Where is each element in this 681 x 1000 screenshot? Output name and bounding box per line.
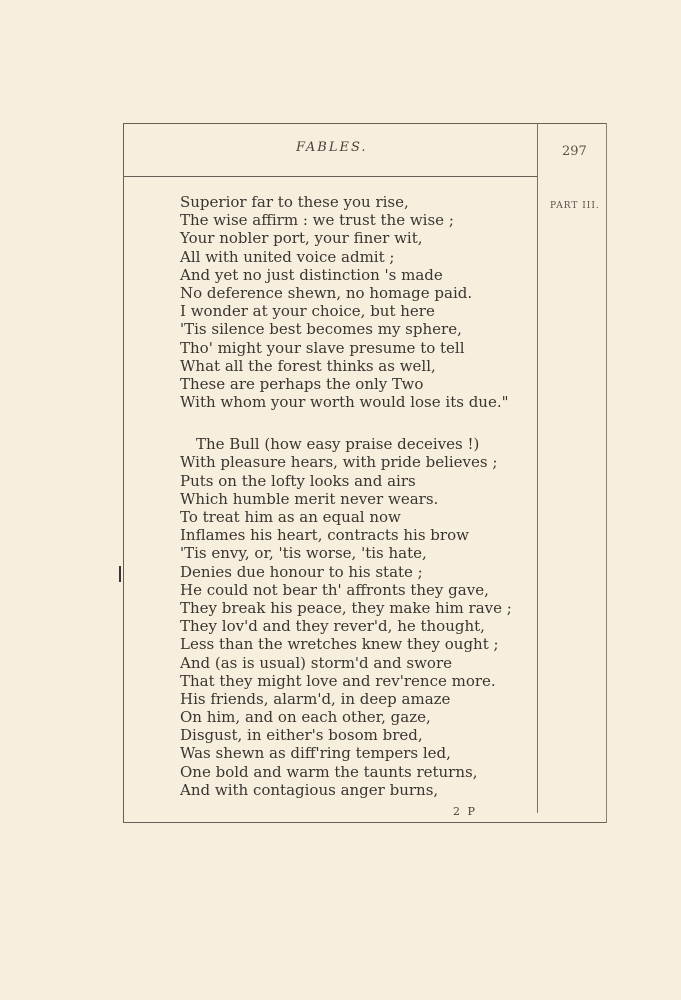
poem-line: These are perhaps the only Two [180, 374, 424, 393]
poem-line: Puts on the lofty looks and airs [180, 471, 416, 490]
running-head: FABLES. [296, 140, 368, 155]
frame-left-rule [123, 123, 124, 823]
poem-line: He could not bear th' affronts they gave, [180, 580, 489, 599]
poem-line: The wise affirm : we trust the wise ; [180, 211, 454, 230]
poem-line: And (as is usual) storm'd and swore [180, 653, 452, 672]
stanza-1 [180, 193, 512, 411]
poem-line: 'Tis envy, or, 'tis worse, 'tis hate, [180, 544, 427, 563]
page-number: 297 [562, 144, 587, 159]
poem-line: They lov'd and they rever'd, he thought, [180, 617, 485, 636]
margin-tick-mark [119, 566, 121, 582]
poem-line: Was shewn as diff'ring tempers led, [180, 744, 451, 763]
poem-line: With pleasure hears, with pride believes ; [180, 453, 498, 472]
poem-line: Which humble merit never wears. [180, 489, 439, 508]
poem-line: One bold and warm the taunts returns, [180, 762, 478, 781]
poem-line: Less than the wretches knew they ought ; [180, 635, 499, 654]
poem-line: Denies due honour to his state ; [180, 562, 423, 581]
poem-line: They break his peace, they make him rave ; [180, 598, 512, 617]
poem-line: Disgust, in either's bosom bred, [180, 726, 423, 745]
poem-line: Superior far to these you rise, [180, 193, 409, 211]
poem-line: Inflames his heart, contracts his brow [180, 526, 469, 545]
poem-line: On him, and on each other, gaze, [180, 708, 431, 727]
poem-line: Tho' might your slave presume to tell [180, 338, 465, 357]
poem-line: To treat him as an equal now [180, 508, 401, 526]
poem-body [180, 193, 512, 799]
side-note: PART III. [550, 201, 600, 211]
poem-line: And yet no just distinction 's made [180, 265, 443, 284]
poem-line: His friends, alarm'd, in deep amaze [180, 689, 451, 708]
signature-mark: 2 P [453, 805, 477, 818]
frame-bottom-rule [123, 822, 607, 823]
poem-line: And with contagious anger burns, [180, 780, 439, 799]
poem-line: No deference shewn, no homage paid. [180, 283, 473, 302]
poem-line: That they might love and rev'rence more. [180, 671, 496, 690]
frame-right-rule [606, 123, 607, 823]
poem-line: All with united voice admit ; [180, 247, 395, 266]
header-rule [123, 176, 537, 177]
poem-line: I wonder at your choice, but here [180, 302, 435, 321]
poem-line: The Bull (how easy praise deceives !) [196, 435, 480, 454]
poem-line: What all the forest thinks as well, [180, 356, 436, 375]
poem-line: 'Tis silence best becomes my sphere, [180, 320, 462, 339]
margin-column-rule [537, 123, 538, 813]
poem-line: Your nobler port, your finer wit, [180, 229, 423, 248]
frame-top-rule [123, 123, 607, 124]
stanza-2 [180, 435, 512, 799]
poem-line: With whom your worth would lose its due." [180, 393, 509, 412]
